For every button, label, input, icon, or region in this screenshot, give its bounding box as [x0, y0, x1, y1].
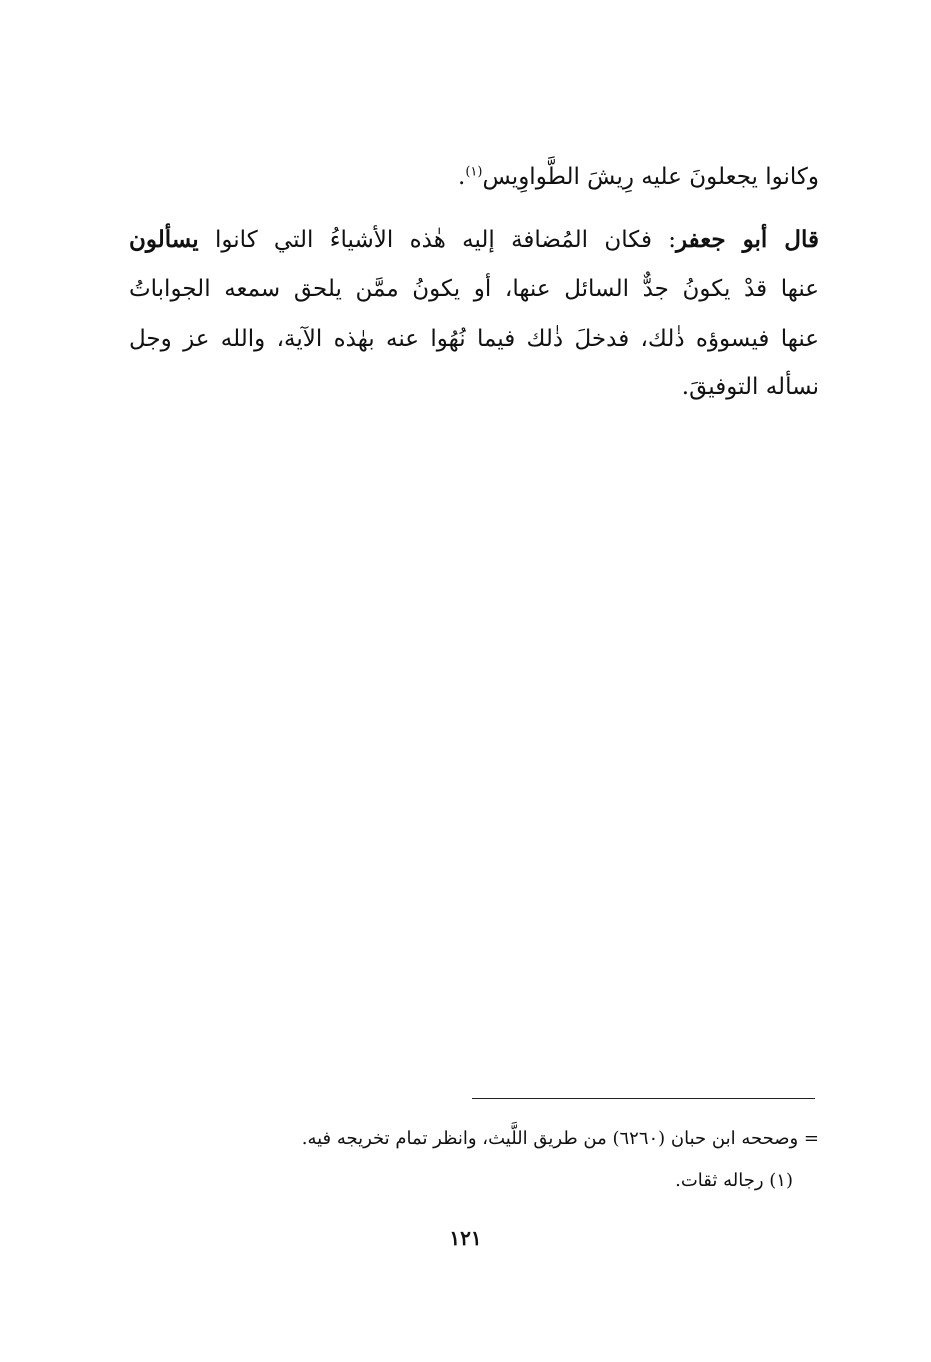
- paragraph-1-text: وكانوا يجعلونَ عليه رِيشَ الطَّواوِيس: [482, 164, 819, 190]
- footnote-continuation: = وصححه ابن حبان (٦٢٦٠) من طريق اللَّيث، وانظر تمام تخريجه فيه.: [301, 1128, 819, 1149]
- footnote-separator: [472, 1098, 815, 1099]
- paragraph-1: [129, 166, 819, 189]
- footnote-reference: (١): [465, 164, 483, 180]
- paragraph-2-line-4: نسأله التوفيقَ.: [681, 374, 819, 400]
- page-number: ١٢١: [449, 1226, 482, 1250]
- paragraph-2-line-1-end: يسألون: [129, 226, 199, 253]
- paragraph-2-line-3: عنها فيسوؤه ذٰلك، فدخلَ ذٰلك فيما نُهُوا عنه بهٰذه الآية، والله عز وجل: [129, 326, 819, 352]
- paragraph-2-line-1-text: : فكان المُضافة إليه هٰذه الأشياءُ التي كانوا: [198, 227, 676, 253]
- speaker-name: قال أبو جعفر: [675, 226, 819, 253]
- footnote-1: (١) رجاله ثقات.: [675, 1170, 793, 1191]
- paragraph-2-line-2: عنها قدْ يكونُ جدٌّ السائل عنها، أو يكونُ ممَّن يلحق سمعه الجواباتُ: [129, 276, 819, 302]
- paragraph-2-line-1: [129, 228, 819, 252]
- paragraph-1-end: .: [458, 164, 466, 190]
